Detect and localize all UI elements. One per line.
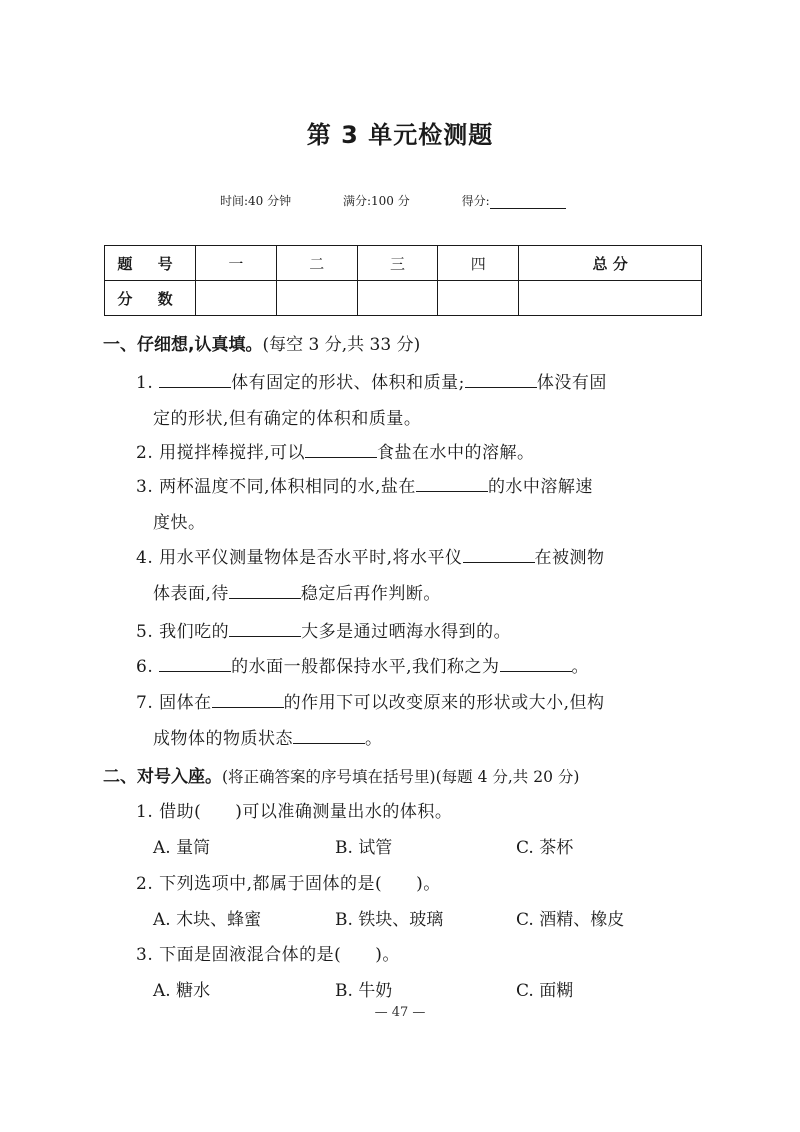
mc2-option-b[interactable]: B. 铁块、玻璃: [335, 910, 444, 930]
score-cell-1[interactable]: [196, 281, 277, 316]
page-title: 第 3 单元检测题: [306, 121, 494, 149]
q7-line2: [153, 724, 383, 749]
q7-text-b: 的作用下可以改变原来的形状或大小,但构: [283, 693, 605, 713]
q7-text-c: 成物体的物质状态: [153, 729, 293, 749]
q6-line: [136, 652, 589, 677]
q4-text-a: 4. 用水平仪测量物体是否水平时,将水平仪: [136, 548, 463, 568]
mc1-option-a[interactable]: A. 量筒: [153, 838, 211, 858]
score-table: [104, 245, 702, 316]
q5-line: [136, 617, 511, 642]
question-number-label: 题 号: [105, 246, 196, 281]
mc2-option-c[interactable]: C. 酒精、橡皮: [516, 910, 625, 930]
q6-blank-1[interactable]: [159, 655, 231, 672]
q2-blank[interactable]: [305, 441, 377, 458]
q6-text-a: 6.: [136, 657, 160, 677]
mc1-option-b[interactable]: B. 试管: [335, 838, 393, 858]
column-1: 一: [196, 246, 277, 281]
q1-text-d: 定的形状,但有确定的体积和质量。: [153, 409, 422, 429]
q1-blank-1[interactable]: [159, 371, 231, 388]
q2-text-a: 2. 用搅拌棒搅拌,可以: [136, 443, 306, 463]
q1-text-b: 体有固定的形状、体积和质量;: [231, 373, 465, 393]
mc1-stem-a: 1. 借助(: [136, 802, 202, 822]
q1-text-a: 1.: [136, 373, 160, 393]
q5-text-a: 5. 我们吃的: [136, 622, 230, 642]
q4-blank-2[interactable]: [229, 582, 301, 599]
page-number: — 47 —: [374, 1005, 426, 1020]
mc3-stem-a: 3. 下面是固液混合体的是(: [136, 945, 342, 965]
section2-title: 二、对号入座。: [103, 767, 222, 787]
section2-heading: [103, 762, 579, 787]
q7-blank-2[interactable]: [293, 727, 365, 744]
q6-text-c: 。: [571, 657, 590, 677]
q7-text-d: 。: [365, 729, 383, 749]
q1-text-c: 体没有固: [536, 373, 607, 393]
q3-line1: [136, 472, 593, 497]
mc2-stem-a: 2. 下列选项中,都属于固体的是(: [136, 874, 383, 894]
section2-note: (将正确答案的序号填在括号里)(每题 4 分,共 20 分): [222, 768, 580, 786]
score-cell-total[interactable]: [519, 281, 702, 316]
score-cell-2[interactable]: [276, 281, 357, 316]
q4-line2: [153, 579, 441, 604]
mc2-option-a[interactable]: A. 木块、蜂蜜: [153, 910, 262, 930]
column-total: 总 分: [519, 246, 702, 281]
q1-blank-2[interactable]: [465, 371, 537, 388]
mc2-stem: [136, 869, 441, 894]
mc1-option-c[interactable]: C. 茶杯: [516, 838, 574, 858]
mc3-option-c[interactable]: C. 面糊: [516, 981, 574, 1001]
q3-text-a: 3. 两杯温度不同,体积相同的水,盐在: [136, 477, 416, 497]
q3-text-c: 度快。: [153, 513, 206, 533]
score-label: 得分:: [461, 194, 490, 208]
q1-line2: [153, 404, 421, 429]
full-score: 满分:100 分: [342, 194, 410, 208]
score-cell-3[interactable]: [357, 281, 438, 316]
score-cell-4[interactable]: [438, 281, 519, 316]
section1-note: (每空 3 分,共 33 分): [262, 335, 421, 355]
time-limit: 时间:40 分钟: [220, 194, 292, 208]
mc3-option-a[interactable]: A. 糖水: [153, 981, 211, 1001]
q7-text-a: 7. 固体在: [136, 693, 212, 713]
mc2-stem-b: )。: [416, 874, 441, 894]
score-table-header-row: [105, 246, 702, 281]
q1-line1: [136, 368, 607, 393]
q6-blank-2[interactable]: [500, 655, 572, 672]
mc3-stem-b: )。: [375, 945, 400, 965]
mc1-stem: [136, 797, 452, 822]
score-table-score-row: [105, 281, 702, 316]
q3-line2: [153, 508, 206, 533]
q2-line: [136, 438, 535, 463]
q4-text-d: 稳定后再作判断。: [300, 584, 441, 604]
q4-blank-1[interactable]: [463, 546, 535, 563]
column-4: 四: [438, 246, 519, 281]
q5-blank[interactable]: [229, 620, 301, 637]
q7-blank-1[interactable]: [212, 691, 284, 708]
q2-text-b: 食盐在水中的溶解。: [377, 443, 535, 463]
q7-line1: [136, 688, 605, 713]
section1-heading: [103, 330, 420, 355]
mc3-option-b[interactable]: B. 牛奶: [335, 981, 393, 1001]
q3-text-b: 的水中溶解速: [487, 477, 593, 497]
score-blank[interactable]: [490, 196, 566, 209]
mc3-stem: [136, 940, 400, 965]
mc1-stem-b: )可以准确测量出水的体积。: [235, 802, 453, 822]
section1-title: 一、仔细想,认真填。: [103, 335, 263, 355]
column-3: 三: [357, 246, 438, 281]
column-2: 二: [276, 246, 357, 281]
score-row-label: 分 数: [105, 281, 196, 316]
exam-meta: [220, 192, 566, 209]
q5-text-b: 大多是通过晒海水得到的。: [301, 622, 512, 642]
q4-line1: [136, 543, 605, 568]
q4-text-b: 在被测物: [534, 548, 605, 568]
q3-blank[interactable]: [416, 475, 488, 492]
q4-text-c: 体表面,待: [153, 584, 229, 604]
q6-text-b: 的水面一般都保持水平,我们称之为: [231, 657, 500, 677]
